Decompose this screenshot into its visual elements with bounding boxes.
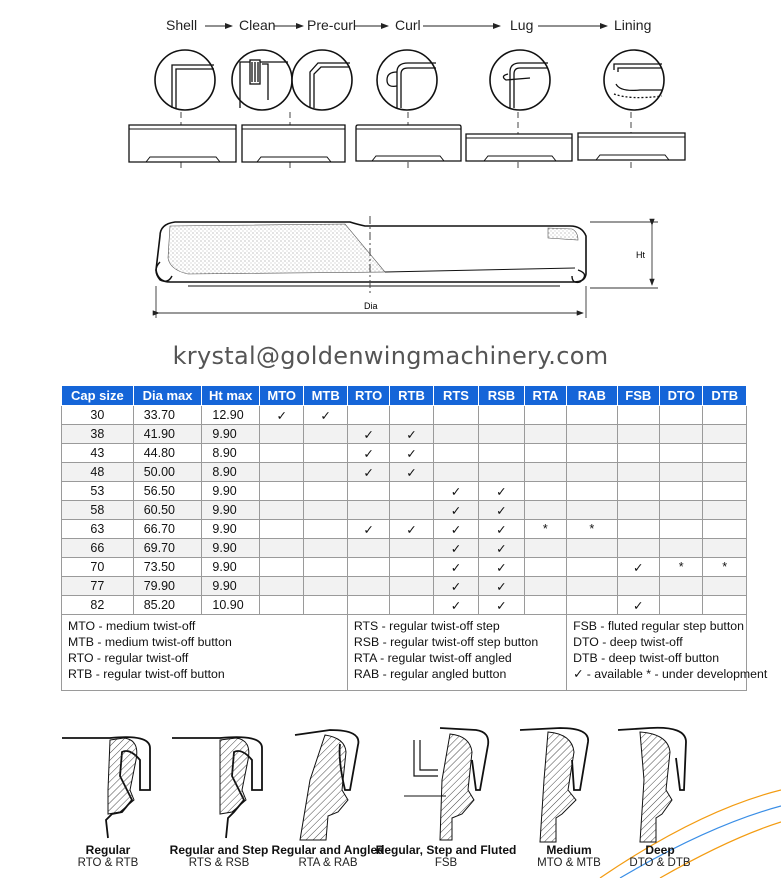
availability-cell — [304, 539, 347, 558]
table-row — [62, 463, 747, 482]
table-row — [62, 444, 747, 463]
availability-cell — [259, 558, 303, 577]
contact-email: krystal@goldenwingmachinery.com — [172, 342, 609, 370]
availability-cell: ✓ — [479, 501, 524, 520]
table-row — [62, 539, 747, 558]
step-shell-label: Shell — [166, 17, 198, 33]
availability-cell — [259, 577, 303, 596]
availability-cell — [567, 482, 618, 501]
availability-cell — [703, 596, 747, 615]
legend-item: RSB - regular twist-off step button — [353, 635, 539, 649]
profile-sub: RTO & RTB — [77, 857, 139, 869]
dimension-cell: 9.90 — [202, 558, 260, 577]
availability-cell: ✓ — [479, 520, 524, 539]
availability-cell — [703, 520, 747, 539]
dimension-cell: 44.80 — [133, 444, 202, 463]
availability-cell — [703, 463, 747, 482]
legend-row — [62, 615, 747, 691]
step-precurl-label: Pre-curl — [307, 17, 357, 33]
availability-cell — [524, 482, 566, 501]
legend-item: RTA - regular twist-off angled — [353, 651, 512, 665]
availability-cell — [660, 406, 703, 425]
cap-size-cell: 82 — [62, 596, 134, 615]
profile-sub: FSB — [434, 857, 458, 869]
availability-cell — [660, 539, 703, 558]
availability-cell: ✓ — [259, 406, 303, 425]
availability-cell: * — [703, 558, 747, 577]
availability-cell: ✓ — [479, 482, 524, 501]
table-row — [62, 577, 747, 596]
profile-sub: MTO & MTB — [537, 857, 601, 869]
availability-cell — [524, 406, 566, 425]
availability-cell — [304, 558, 347, 577]
dia-label: Dia — [364, 301, 378, 311]
clean-detail-circle — [232, 50, 292, 110]
availability-cell — [347, 558, 389, 577]
availability-cell — [524, 501, 566, 520]
col-header: RTA — [524, 386, 566, 406]
availability-cell — [660, 520, 703, 539]
availability-cell — [617, 539, 659, 558]
dimension-cell: 69.70 — [133, 539, 202, 558]
clean-cap-view — [242, 125, 345, 162]
availability-cell: ✓ — [433, 482, 478, 501]
dimension-cell: 9.90 — [202, 539, 260, 558]
availability-cell — [347, 577, 389, 596]
availability-cell — [259, 596, 303, 615]
table-row — [62, 558, 747, 577]
legend-item: RTO - regular twist-off — [68, 651, 189, 665]
availability-cell — [703, 406, 747, 425]
cap-size-cell: 48 — [62, 463, 134, 482]
profile-title: Regular and Step — [169, 843, 269, 857]
table-body — [62, 406, 747, 615]
legend-item: RTB - regular twist-off button — [68, 667, 225, 681]
availability-cell — [617, 444, 659, 463]
availability-cell — [617, 520, 659, 539]
profile-sub: DTO & DTB — [629, 857, 691, 869]
availability-cell — [617, 482, 659, 501]
profile-medium-drawing — [520, 728, 588, 842]
cap-size-cell: 70 — [62, 558, 134, 577]
availability-cell: ✓ — [433, 558, 478, 577]
curl-detail-circle — [377, 50, 437, 110]
cap-size-cell: 30 — [62, 406, 134, 425]
profile-sub: RTA & RAB — [298, 857, 358, 869]
availability-cell — [567, 425, 618, 444]
dimension-cell: 9.90 — [202, 501, 260, 520]
availability-cell — [433, 425, 478, 444]
availability-cell — [567, 463, 618, 482]
availability-cell — [347, 482, 389, 501]
col-header: DTO — [660, 386, 703, 406]
availability-cell: ✓ — [304, 406, 347, 425]
availability-cell — [390, 596, 433, 615]
availability-cell — [304, 596, 347, 615]
availability-cell — [567, 444, 618, 463]
availability-cell — [390, 501, 433, 520]
legend-item: DTO - deep twist-off — [573, 635, 683, 649]
availability-cell — [703, 482, 747, 501]
availability-cell — [524, 577, 566, 596]
legend-col-1 — [62, 615, 348, 691]
process-diagram — [0, 0, 781, 330]
availability-cell — [479, 444, 524, 463]
availability-cell: ✓ — [479, 558, 524, 577]
precurl-detail-circle — [292, 50, 352, 110]
availability-cell — [660, 501, 703, 520]
availability-cell — [660, 444, 703, 463]
availability-cell — [259, 520, 303, 539]
availability-cell — [347, 406, 389, 425]
availability-cell: ✓ — [433, 501, 478, 520]
availability-cell: ✓ — [390, 425, 433, 444]
cap-size-cell: 66 — [62, 539, 134, 558]
table-row — [62, 425, 747, 444]
availability-cell — [304, 463, 347, 482]
availability-cell — [390, 539, 433, 558]
availability-cell — [524, 425, 566, 444]
availability-cell — [524, 539, 566, 558]
col-header: RTB — [390, 386, 433, 406]
profile-fluted-drawing — [404, 728, 488, 840]
col-header: FSB — [617, 386, 659, 406]
availability-cell — [617, 406, 659, 425]
profile-regular-drawing — [62, 737, 150, 838]
availability-cell — [524, 463, 566, 482]
legend-col-3 — [567, 615, 768, 691]
availability-cell — [617, 463, 659, 482]
col-header: Dia max — [133, 386, 202, 406]
col-header: RAB — [567, 386, 618, 406]
dimension-cell: 9.90 — [202, 577, 260, 596]
availability-cell — [567, 539, 618, 558]
legend-item: RTS - regular twist-off step — [353, 619, 500, 633]
availability-cell: ✓ — [390, 444, 433, 463]
availability-cell: ✓ — [347, 425, 389, 444]
legend-item: RAB - regular angled button — [353, 667, 507, 681]
availability-cell — [259, 482, 303, 501]
cap-size-cell: 53 — [62, 482, 134, 501]
availability-cell — [304, 482, 347, 501]
availability-cell — [304, 444, 347, 463]
ht-label: Ht — [636, 250, 645, 260]
availability-cell — [347, 596, 389, 615]
availability-cell — [660, 596, 703, 615]
legend-item: FSB - fluted regular step button — [573, 619, 744, 633]
step-curl-label: Curl — [395, 17, 421, 33]
availability-cell — [390, 558, 433, 577]
availability-cell — [304, 425, 347, 444]
availability-cell — [390, 577, 433, 596]
availability-cell — [660, 577, 703, 596]
dimension-cell: 50.00 — [133, 463, 202, 482]
profile-deep-drawing — [618, 728, 686, 842]
availability-cell: ✓ — [390, 520, 433, 539]
availability-cell: ✓ — [433, 520, 478, 539]
col-header: MTB — [304, 386, 347, 406]
col-header: MTO — [259, 386, 303, 406]
table-row — [62, 482, 747, 501]
legend-item: DTB - deep twist-off button — [573, 651, 720, 665]
availability-cell — [259, 444, 303, 463]
dimension-cell: 10.90 — [202, 596, 260, 615]
availability-cell — [390, 482, 433, 501]
availability-cell: ✓ — [479, 577, 524, 596]
table-row — [62, 501, 747, 520]
availability-cell — [567, 501, 618, 520]
availability-cell: ✓ — [433, 539, 478, 558]
availability-cell: ✓ — [617, 596, 659, 615]
availability-cell: ✓ — [433, 596, 478, 615]
availability-cell: ✓ — [347, 463, 389, 482]
shell-detail-circle — [155, 50, 215, 110]
availability-cell — [567, 577, 618, 596]
dimension-cell: 66.70 — [133, 520, 202, 539]
profile-title: Regular — [85, 843, 131, 857]
dimension-cell: 56.50 — [133, 482, 202, 501]
availability-cell: * — [524, 520, 566, 539]
availability-cell — [660, 425, 703, 444]
table-header-row — [62, 386, 747, 406]
availability-cell — [433, 444, 478, 463]
legend-item: MTO - medium twist-off — [68, 619, 196, 633]
availability-cell — [703, 501, 747, 520]
step-lining-label: Lining — [614, 17, 652, 33]
profile-title: Deep — [645, 843, 675, 857]
step-clean-label: Clean — [239, 17, 276, 33]
profile-title: Medium — [546, 843, 592, 857]
dimension-cell: 9.90 — [202, 482, 260, 501]
availability-cell: ✓ — [479, 539, 524, 558]
availability-cell — [347, 501, 389, 520]
availability-cell — [617, 501, 659, 520]
availability-cell — [567, 406, 618, 425]
availability-cell: ✓ — [479, 596, 524, 615]
availability-cell: ✓ — [390, 463, 433, 482]
availability-cell — [304, 577, 347, 596]
dimension-cell: 8.90 — [202, 463, 260, 482]
table-row — [62, 406, 747, 425]
legend-item: MTB - medium twist-off button — [68, 635, 232, 649]
legend-col-2 — [347, 615, 566, 691]
availability-cell — [524, 444, 566, 463]
dimension-cell: 8.90 — [202, 444, 260, 463]
availability-cell — [617, 425, 659, 444]
profile-step-drawing — [172, 737, 262, 838]
availability-cell — [524, 558, 566, 577]
availability-cell: ✓ — [433, 577, 478, 596]
availability-cell: * — [567, 520, 618, 539]
cap-spec-table — [61, 385, 768, 691]
availability-cell — [703, 425, 747, 444]
availability-cell — [304, 501, 347, 520]
availability-cell — [433, 463, 478, 482]
dimension-cell: 79.90 — [133, 577, 202, 596]
availability-cell — [259, 501, 303, 520]
profile-angled-drawing — [295, 730, 358, 840]
lining-detail-circle — [604, 50, 664, 110]
availability-cell — [347, 539, 389, 558]
availability-cell — [479, 425, 524, 444]
availability-cell: ✓ — [347, 520, 389, 539]
table-row — [62, 520, 747, 539]
availability-cell — [617, 577, 659, 596]
availability-cell — [304, 520, 347, 539]
step-lug-label: Lug — [510, 17, 534, 33]
availability-cell — [567, 558, 618, 577]
profile-sub: RTS & RSB — [188, 857, 250, 869]
cap-size-cell: 77 — [62, 577, 134, 596]
dimension-cell: 9.90 — [202, 520, 260, 539]
table-row — [62, 596, 747, 615]
dimension-cell: 33.70 — [133, 406, 202, 425]
profile-title: Regular and Angled — [271, 843, 385, 857]
dimension-cell: 73.50 — [133, 558, 202, 577]
cap-size-cell: 38 — [62, 425, 134, 444]
dimension-cell: 9.90 — [202, 425, 260, 444]
dimension-cell: 41.90 — [133, 425, 202, 444]
cap-size-cell: 58 — [62, 501, 134, 520]
dimension-cell: 60.50 — [133, 501, 202, 520]
dimension-cell: 12.90 — [202, 406, 260, 425]
availability-cell — [660, 482, 703, 501]
col-header: Cap size — [62, 386, 134, 406]
col-header: Ht max — [202, 386, 260, 406]
col-header: RSB — [479, 386, 524, 406]
availability-cell: ✓ — [347, 444, 389, 463]
availability-cell — [259, 539, 303, 558]
lug-detail-circle — [490, 50, 550, 110]
availability-cell — [259, 425, 303, 444]
availability-cell — [524, 596, 566, 615]
dimension-cell: 85.20 — [133, 596, 202, 615]
availability-cell — [660, 463, 703, 482]
col-header: RTO — [347, 386, 389, 406]
availability-cell — [703, 539, 747, 558]
availability-cell — [259, 463, 303, 482]
availability-cell — [567, 596, 618, 615]
availability-cell — [479, 463, 524, 482]
availability-cell — [433, 406, 478, 425]
availability-cell — [479, 406, 524, 425]
cap-size-cell: 63 — [62, 520, 134, 539]
availability-cell — [703, 444, 747, 463]
col-header: RTS — [433, 386, 478, 406]
shell-cap-view — [129, 125, 236, 162]
availability-cell: ✓ — [617, 558, 659, 577]
cap-size-cell: 43 — [62, 444, 134, 463]
profile-title: Regular, Step and Fluted — [375, 843, 517, 857]
cap-cross-section — [156, 222, 586, 286]
availability-cell — [703, 577, 747, 596]
legend-item: ✓ - available * - under development — [573, 667, 768, 681]
availability-cell — [390, 406, 433, 425]
availability-cell: * — [660, 558, 703, 577]
col-header: DTB — [703, 386, 747, 406]
